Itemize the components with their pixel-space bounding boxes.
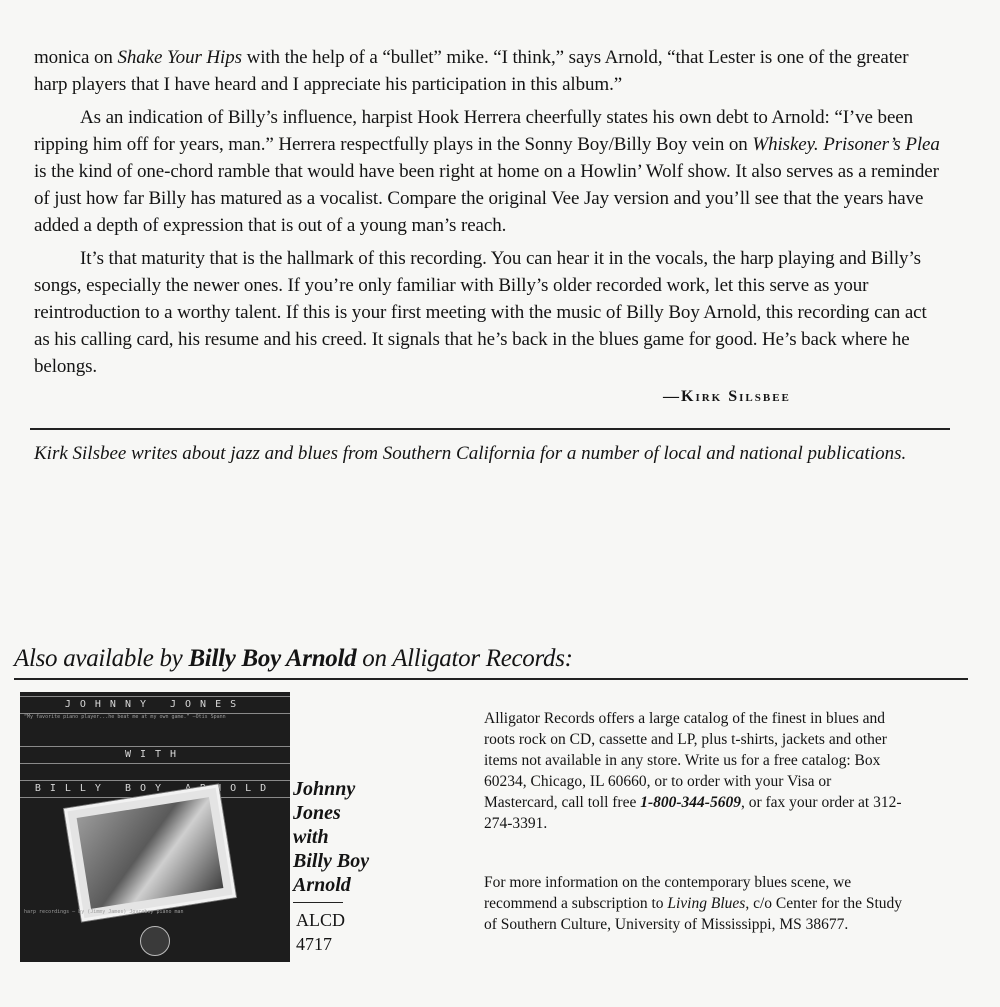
liner-p1-text-a: monica on	[34, 47, 118, 68]
info-p2-text-a: For more information on the contemporary blues scene, we recommend a subscription to	[484, 874, 852, 912]
cover-photo	[64, 784, 236, 921]
song-title-shake-your-hips: Shake Your Hips	[117, 47, 242, 68]
living-blues-paragraph	[484, 872, 904, 935]
divider-rule	[30, 428, 950, 430]
author-signature: —Kirk Silsbee	[663, 388, 791, 405]
cover-band-top: JOHNNY JONES	[20, 696, 290, 714]
song-title-whiskey: Whiskey.	[752, 134, 819, 155]
liner-paragraph-1	[34, 44, 946, 98]
info-p2-text-b: , c/o Center for the Study of Southern Culture, University of Mississippi, MS 38677.	[484, 895, 903, 933]
living-blues-title: Living Blues	[667, 895, 746, 912]
cover-band-with: WITH	[20, 746, 290, 764]
author-bio: Kirk Silsbee writes about jazz and blues from Southern California for a number of local and national publications.	[34, 443, 907, 464]
info-p1-text-b: , or fax your order at 312- 274-3391.	[484, 794, 902, 832]
liner-notes	[34, 44, 946, 380]
also-text-c: on Alligator Records:	[356, 645, 573, 672]
cover-photo-image	[77, 797, 224, 909]
catalog-digits: 4717	[296, 934, 332, 954]
catalog-number	[296, 908, 345, 956]
also-text-a: Also available by	[14, 645, 189, 672]
album-cover	[20, 692, 290, 962]
album-title-line-1: Johnny	[293, 778, 356, 800]
also-artist: Billy Boy Arnold	[188, 645, 357, 672]
song-title-prisoners-plea: Prisoner’s Plea	[823, 134, 940, 155]
toll-free-phone: 1-800-344-5609	[640, 794, 741, 811]
album-title-line-2: Jones	[293, 802, 341, 824]
alligator-info-paragraph	[484, 708, 904, 834]
liner-paragraph-2	[34, 104, 946, 239]
album-title-line-5: Arnold	[293, 874, 351, 896]
catalog-prefix: ALCD	[296, 910, 345, 930]
liner-p2-text-e: is the kind of one-chord ramble that would have been right at home on a Howlin’ Wolf show. It also serves as a reminder of just how far Billy has matured as a vocalist. Compare the original Vee Jay version and you’ll see that the years have added a depth of expression that is out of a young man’s reach.	[34, 161, 939, 236]
cover-quote: “My favorite piano player...he beat me at my own game.” —Otis Spann	[24, 714, 226, 720]
alligator-logo-icon	[140, 926, 170, 956]
cover-bottom-text: harp recordings — by (Jimmy James) Joyceboy piano man	[24, 909, 184, 915]
liner-p1-text-c: with the help of a “bullet” mike. “I think,” says Arnold, “that Lester is one of the greater harp players that I have heard and I appreciate his participation in this album.”	[34, 47, 909, 95]
album-title-rule	[293, 902, 343, 903]
cover-band-artist: BILLY BOY ARNOLD	[20, 780, 290, 798]
album-title-line-4: Billy Boy	[293, 850, 370, 872]
album-title	[293, 777, 369, 897]
liner-p2-text-a: As an indication of Billy’s influence, harpist Hook Herrera cheerfully states his own debt to Arnold: “I’ve been ripping him off for years, man.” Herrera respectfully plays in the Sonny Boy/Billy Boy vein on	[34, 107, 914, 155]
heading-rule	[14, 678, 968, 680]
album-title-line-3: with	[293, 826, 329, 848]
liner-paragraph-3: It’s that maturity that is the hallmark of this recording. You can hear it in the vocals, the harp playing and Billy’s songs, especially the newer ones. If you’re only familiar with Billy’s older recorded work, let this serve as your reintroduction to a worthy talent. If this is your first meeting with the music of Billy Boy Arnold, this recording can act as his calling card, his resume and his creed. It signals that he’s back in the blues game for good. He’s back where he belongs.	[34, 248, 927, 377]
also-available-heading	[14, 645, 573, 673]
info-p1-text-a: Alligator Records offers a large catalog of the finest in blues and roots rock on CD, cassette and LP, plus t-shirts, jackets and other items not available in any store. Write us for a free catalog: Box 60234, Chicago, IL 60660, or to order with your Visa or Mastercard, call toll free	[484, 710, 887, 811]
